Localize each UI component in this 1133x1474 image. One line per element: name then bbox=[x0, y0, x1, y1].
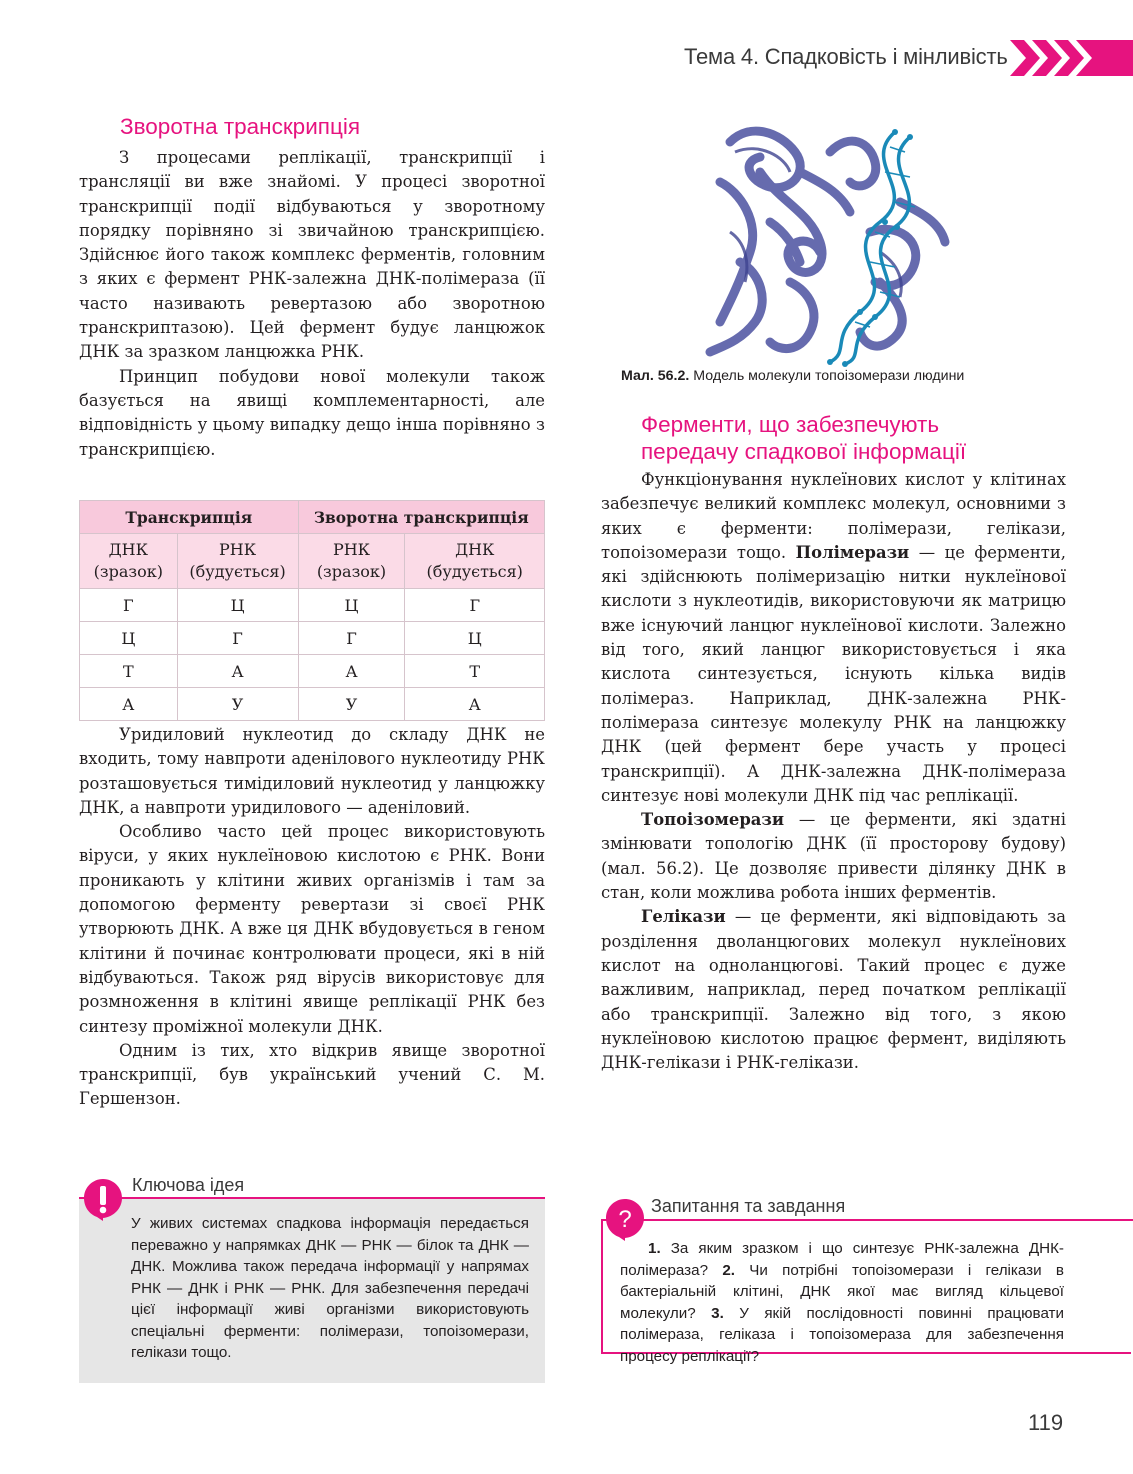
table-cell: А bbox=[405, 688, 545, 721]
table-cell: Ц bbox=[405, 622, 545, 655]
table-row bbox=[80, 655, 545, 688]
paragraph: Функціонування нуклеїнових кислот у клітинах забезпечує великий комплекс молекул, основними з яких є ферменти: полімерази, гелікази, топоізомерази тощо. Полімерази — це ферменти, які здійснюють полімеризацію нитки нуклеїнової кислоти з нуклеотидів, використовуючи як матрицю вже існуючий ланцюг нуклеїнової кислоти. Залежно від того, який ланцюг використовується і яка кислота синтезується, існують кілька видів полімераз. Наприклад, ДНК-залежна РНК-полімераза синтезує молекулу РНК на ланцюжку ДНК (цей фермент бере участь у процесі транскрипції). А ДНК-залежна ДНК-полімераза синтезує нові молекули ДНК під час реплікації. bbox=[601, 470, 1067, 805]
question-number: 3. bbox=[711, 1304, 724, 1322]
exclamation-icon bbox=[82, 1177, 124, 1221]
question-1: За яким зразком і що синтезує РНК-залежна ДНК-полімераза? bbox=[620, 1240, 1064, 1279]
topoisomerase-molecule-image bbox=[700, 112, 960, 367]
table-cell: Ц bbox=[80, 622, 178, 655]
table-header-transcription: Транскрипція bbox=[80, 501, 299, 534]
table-cell: Г bbox=[80, 589, 178, 622]
term-helicases: Гелікази bbox=[641, 907, 726, 927]
paragraph: Гелікази — це ферменти, які відповідають за розділення дволанцюгових молекул нуклеїнових кислот на одноланцюгові. Такий процес є дуже важливим, наприклад, перед початком реплікації або транскрипції. Залежно від того, з якою нуклеїновою кислотою працює фермент, виділяють ДНК-гелікази і РНК-гелікази. bbox=[601, 907, 1066, 1073]
figure-label: Мал. 56.2. bbox=[621, 368, 690, 384]
term-topoisomerases: Топоізомерази bbox=[641, 810, 785, 830]
table-subheader: РНК (будується) bbox=[177, 534, 298, 589]
table-cell: Г bbox=[405, 589, 545, 622]
paragraph: Особливо часто цей процес використовують віруси, у яких нуклеїновою кислотою є РНК. Вони проникають у клітини живих організмів і там за допомогою ферменту ревертази зі своєї РНК утворюють ДНК. А вже ця ДНК вбудовується в геном клітини й починає контролювати процеси, які в ній відбуваються. Також ряд вірусів використовує для розмноження в клітині явище реплікації РНК без синтезу проміжної молекули ДНК. bbox=[79, 822, 545, 1036]
table-row bbox=[80, 622, 545, 655]
page-number: 119 bbox=[1028, 1410, 1064, 1435]
questions-divider bbox=[601, 1219, 1133, 1221]
table-subheader: ДНК (зразок) bbox=[80, 534, 178, 589]
table-subheader: ДНК (будується) bbox=[405, 534, 545, 589]
section-heading-reverse-transcription: Зворотна транскрипція bbox=[120, 114, 361, 139]
chapter-title: Тема 4. Спадковість і мінливість bbox=[684, 44, 1008, 69]
table-cell: А bbox=[177, 655, 298, 688]
table-row bbox=[80, 688, 545, 721]
questions-text bbox=[620, 1238, 1064, 1367]
text-block-enzymes bbox=[601, 468, 1066, 1075]
paragraph: Одним із тих, хто відкрив явище зворотної транскрипції, був український учений С. М. Гершензон. bbox=[79, 1040, 545, 1109]
key-idea-divider bbox=[79, 1197, 545, 1199]
table-cell: Ц bbox=[298, 589, 405, 622]
term-polymerases: Полімерази bbox=[795, 542, 910, 562]
table-cell: Г bbox=[177, 622, 298, 655]
question-3: У якій послідовності повинні працювати полімераза, геліказа і топоізомераза для забезпечення процесу реплікації? bbox=[620, 1304, 1064, 1365]
table-subheader: РНК (зразок) bbox=[298, 534, 405, 589]
paragraph: З процесами реплікації, транскрипції і трансляції ви вже знайомі. У процесі зворотної транскрипції події відбуваються у зворотному порядку порівняно зі звичайною транскрипцією. Здійснює його також комплекс ферментів, головним з яких є фермент РНК-залежна ДНК-полімераза (її часто називають ревертазою або зворотною транскриптазою). Цей фермент будує ланцюжок ДНК за зразком ланцюжка РНК. bbox=[79, 148, 545, 362]
section-heading-enzymes bbox=[641, 411, 1061, 465]
paragraph: Топоізомерази — це ферменти, які здатні змінювати топологію ДНК (її просторову будову) (мал. 56.2). Це дозволяє привести ділянку ДНК в стан, коли можлива робота інших ферментів. bbox=[601, 810, 1066, 903]
table-cell: А bbox=[80, 688, 178, 721]
table-cell: Т bbox=[405, 655, 545, 688]
text-block-viruses bbox=[79, 723, 545, 1112]
question-number: 1. bbox=[648, 1240, 661, 1257]
question-number: 2. bbox=[722, 1261, 735, 1279]
figure-caption bbox=[621, 368, 964, 384]
paragraph: Принцип побудови нової молекули також базується на явищі комплементарності, але відповідність у цьому випадку дещо інша порівняно з транскрипцією. bbox=[79, 366, 545, 459]
key-idea-text: У живих системах спадкова інформація передається переважно у напрямках ДНК — РНК — білок та ДНК — ДНК. Можлива також передача інформації у напрямах РНК — ДНК і РНК — РНК. Для забезпечення передачі цієї інформації живі організми використовують спеціальні ферменти: полімерази, топоізомерази, гелікази тощо. bbox=[131, 1215, 529, 1361]
table-cell: У bbox=[177, 688, 298, 721]
table-cell: А bbox=[298, 655, 405, 688]
question-icon bbox=[604, 1197, 646, 1241]
questions-title: Запитання та завдання bbox=[651, 1196, 846, 1216]
svg-text:?: ? bbox=[618, 1206, 632, 1233]
table-cell: Г bbox=[298, 622, 405, 655]
transcription-table bbox=[79, 500, 545, 721]
figure-caption-text: Модель молекули топоізомерази людини bbox=[693, 368, 965, 384]
heading-line: передачу спадкової інформації bbox=[641, 439, 967, 464]
chevron-right-icon bbox=[1010, 40, 1133, 76]
table-header-reverse-transcription: Зворотна транскрипція bbox=[298, 501, 544, 534]
table-cell: У bbox=[298, 688, 405, 721]
text-block-intro bbox=[79, 146, 545, 462]
table-cell: Т bbox=[80, 655, 178, 688]
paragraph: Уридиловий нуклеотид до складу ДНК не входить, тому навпроти аденілового нуклеотиду РНК розташовується тимідиловий нуклеотид у ланцюжку ДНК, а навпроти уридилового — аденіловий. bbox=[79, 725, 545, 817]
question-2: Чи потрібні топоізомерази і гелікази в бактеріальній клітині, ДНК якої має вигляд кільцевої молекули? bbox=[620, 1261, 1064, 1322]
table-row bbox=[80, 589, 545, 622]
key-idea-title: Ключова ідея bbox=[132, 1175, 245, 1195]
table-cell: Ц bbox=[177, 589, 298, 622]
heading-line: Ферменти, що забезпечують bbox=[641, 412, 940, 437]
